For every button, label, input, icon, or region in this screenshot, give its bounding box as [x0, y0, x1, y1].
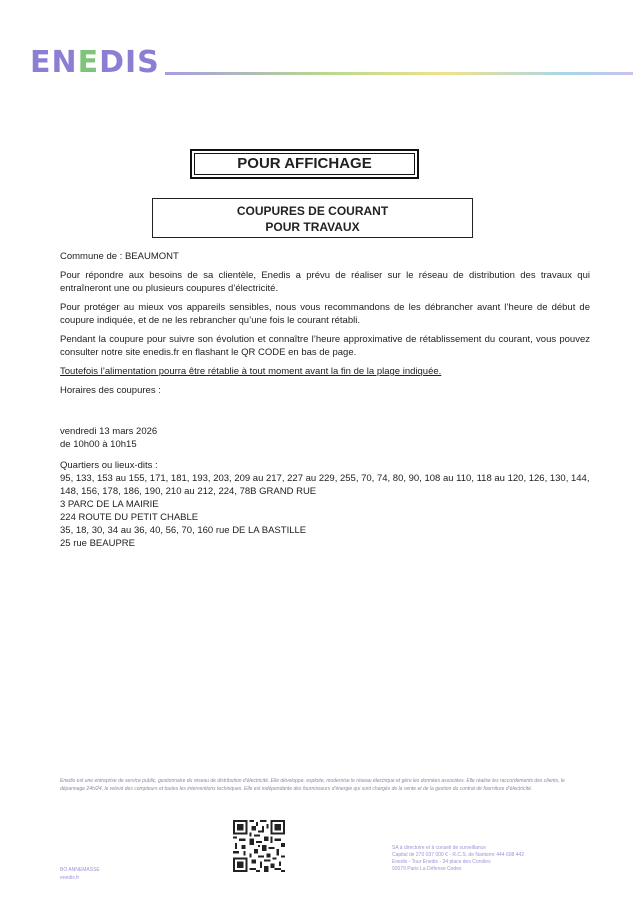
quartier-item: 224 ROUTE DU PETIT CHABLE — [60, 512, 199, 523]
footer-left — [60, 866, 100, 882]
commune-line: Commune de : BEAUMONT — [60, 251, 179, 262]
pour-affichage-title: POUR AFFICHAGE — [194, 153, 415, 175]
notice-body — [60, 250, 590, 550]
coupures-title-line2: POUR TRAVAUX — [265, 220, 360, 234]
footer-company-info — [392, 845, 592, 873]
footer-right-line: SA à directoire et à conseil de surveillance — [392, 845, 486, 851]
quartiers-list — [60, 459, 590, 550]
schedule-date: vendredi 13 mars 2026 — [60, 426, 158, 437]
quartier-item: 95, 133, 153 au 155, 171, 181, 193, 203, 209 au 217, 227 au 229, 255, 70, 74, 80, 90, 108 au 110, 118 au 120, 126, 130, 144, 148, 156, 178, 186, 190, 210 au 212, 224, 78B GRAND RUE — [60, 473, 590, 497]
paragraph-2: Pour protéger au mieux vos appareils sensibles, nous vous recommandons de les débrancher avant l’heure de début de coupure indiquée, et de ne les rebrancher qu’une fois le courant rétabli. — [60, 302, 590, 326]
coupures-title-box — [152, 198, 473, 238]
coupures-title-line1: COUPURES DE COURANT — [236, 204, 389, 218]
schedule — [60, 425, 590, 451]
footer-website-link[interactable]: enedis.fr — [60, 875, 80, 881]
footer-agency: BO ANNEMASSE — [60, 867, 100, 873]
enedis-logo — [30, 42, 160, 78]
qr-code-icon[interactable] — [233, 820, 285, 872]
footer-right-line: 92079 Paris La Défense Cedex — [392, 866, 462, 872]
quartier-item: 3 PARC DE LA MAIRIE — [60, 499, 159, 510]
footer-right-line: Enedis - Tour Enedis - 34 place des Corolles — [392, 859, 491, 865]
paragraph-1: Pour répondre aux besoins de sa clientèle, Enedis a prévu de réaliser sur le réseau de distribution des travaux qui entraîneront une ou plusieurs coupures d’électricité. — [60, 270, 590, 294]
header-gradient-line — [165, 72, 633, 75]
quartiers-label: Quartiers ou lieux-dits : — [60, 460, 158, 471]
pour-affichage-box — [190, 149, 419, 179]
footer-legal-text: Enedis est une entreprise de service public, gestionnaire du réseau de distribution d’électricité. Elle développe, exploite, modernise le réseau électrique et gère les données associées. Elle réalise les raccordements des clients, le dépannage 24h/24, le relevé des compteurs et toutes les interventions techniques. Elle est indépendante des fournisseurs d’énergie qui sont chargés de la vente et de la gestion du contrat de fourniture d’électricité. — [60, 778, 565, 792]
quartier-item: 35, 18, 30, 34 au 36, 40, 56, 70, 160 rue DE LA BASTILLE — [60, 525, 307, 536]
paragraph-4-underlined: Toutefois l’alimentation pourra être rétablie à tout moment avant la fin de la plage indiquée. — [60, 366, 442, 377]
logo-text: ENEDIS — [30, 45, 160, 80]
horaires-label: Horaires des coupures : — [60, 385, 161, 396]
quartier-item: 25 rue BEAUPRE — [60, 538, 135, 549]
paragraph-3: Pendant la coupure pour suivre son évolution et connaître l’heure approximative de rétablissement du courant, vous pouvez consulter notre site enedis.fr en flashant le QR CODE en bas de page. — [60, 334, 590, 358]
footer-right-line: Capital de 270 037 000 € - R.C.S. de Nanterre 444 608 442 — [392, 852, 525, 858]
schedule-time: de 10h00 à 10h15 — [60, 439, 137, 450]
